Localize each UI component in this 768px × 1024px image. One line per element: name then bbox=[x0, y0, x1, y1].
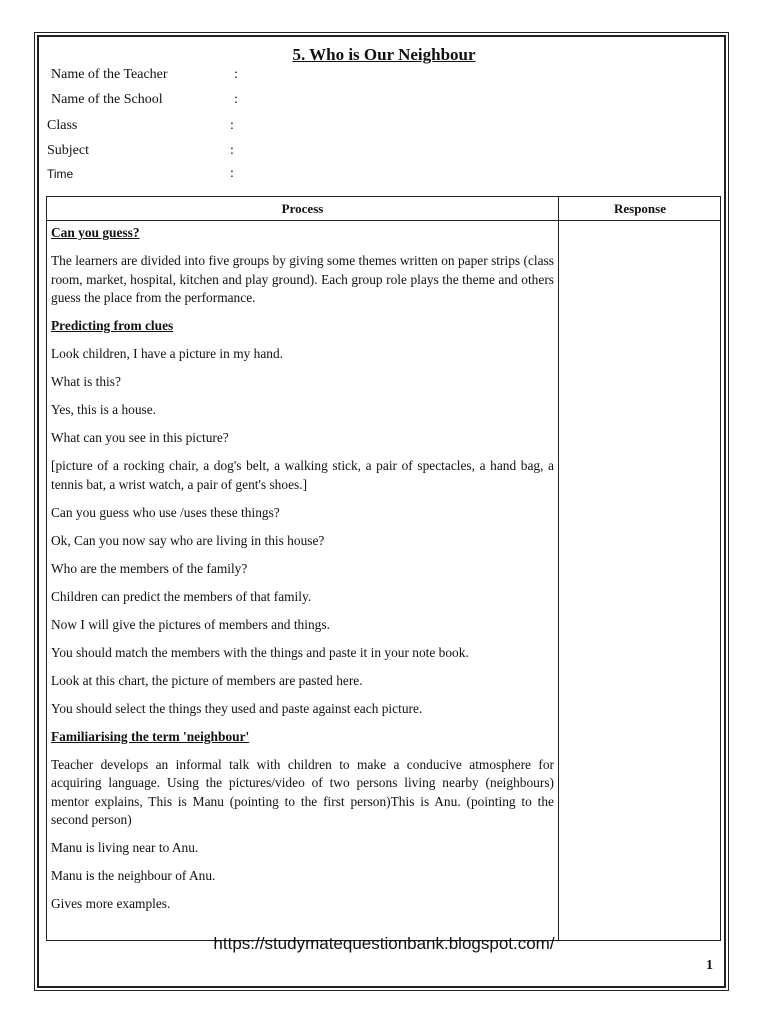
process-paragraph: Manu is the neighbour of Anu. bbox=[51, 868, 216, 884]
process-paragraph: Children can predict the members of that family. bbox=[51, 588, 312, 604]
process-paragraph: Ok, Can you now say who are living in this house? bbox=[51, 532, 325, 548]
section-heading: Familiarising the term 'neighbour' bbox=[51, 728, 250, 744]
process-paragraph: Teacher develops an informal talk with children to make a conducive atmosphere for acquiring language. Using the pictures/video of two persons living nearby (neighbours) mentor explains, This is Manu (pointing to the first person)This is Anu. (pointing to the second person) bbox=[51, 756, 554, 828]
page-number: 1 bbox=[706, 958, 713, 973]
meta-colon: : bbox=[234, 92, 238, 107]
process-paragraph: Gives more examples. bbox=[51, 896, 171, 912]
process-paragraph: Yes, this is a house. bbox=[51, 402, 157, 418]
column-divider bbox=[558, 197, 559, 940]
meta-label: Subject bbox=[47, 143, 89, 158]
meta-colon: : bbox=[230, 118, 234, 133]
meta-label: Class bbox=[47, 118, 78, 133]
footer-url[interactable]: https://studymatequestionbank.blogspot.com/ bbox=[213, 934, 555, 953]
process-paragraph: What is this? bbox=[51, 374, 121, 390]
process-paragraph: You should match the members with the things and paste it in your note book. bbox=[51, 644, 469, 660]
process-paragraph: The learners are divided into five groups by giving some themes written on paper strips (class room, market, hospital, kitchen and play ground). Each group role plays the theme and others guess the place from the performance. bbox=[51, 252, 554, 306]
process-column bbox=[51, 224, 554, 923]
header-process: Process bbox=[281, 201, 324, 216]
page-title: 5. Who is Our Neighbour bbox=[292, 45, 476, 64]
header-response: Response bbox=[613, 201, 666, 216]
process-paragraph: What can you see in this picture? bbox=[51, 430, 229, 446]
lesson-table bbox=[46, 196, 721, 941]
meta-label: Name of the School bbox=[51, 92, 163, 107]
process-paragraph: Manu is living near to Anu. bbox=[51, 840, 199, 856]
section-heading: Predicting from clues bbox=[51, 318, 174, 334]
process-paragraph: Look children, I have a picture in my hand. bbox=[51, 346, 284, 362]
process-paragraph: Look at this chart, the picture of members are pasted here. bbox=[51, 672, 363, 688]
process-paragraph: Now I will give the pictures of members and things. bbox=[51, 616, 330, 632]
meta-colon: : bbox=[234, 67, 238, 82]
meta-colon: : bbox=[230, 166, 234, 181]
process-paragraph: Can you guess who use /uses these things? bbox=[51, 504, 280, 520]
process-paragraph: Who are the members of the family? bbox=[51, 560, 248, 576]
table-header-row bbox=[47, 197, 720, 221]
meta-label: Time bbox=[47, 167, 74, 181]
process-paragraph: [picture of a rocking chair, a dog's belt, a walking stick, a pair of spectacles, a hand bag, a tennis bat, a wrist watch, a pair of gent's shoes.] bbox=[51, 458, 554, 492]
meta-label: Name of the Teacher bbox=[51, 67, 168, 82]
process-paragraph: You should select the things they used and paste against each picture. bbox=[51, 700, 423, 716]
meta-colon: : bbox=[230, 143, 234, 158]
section-heading: Can you guess? bbox=[51, 225, 140, 240]
